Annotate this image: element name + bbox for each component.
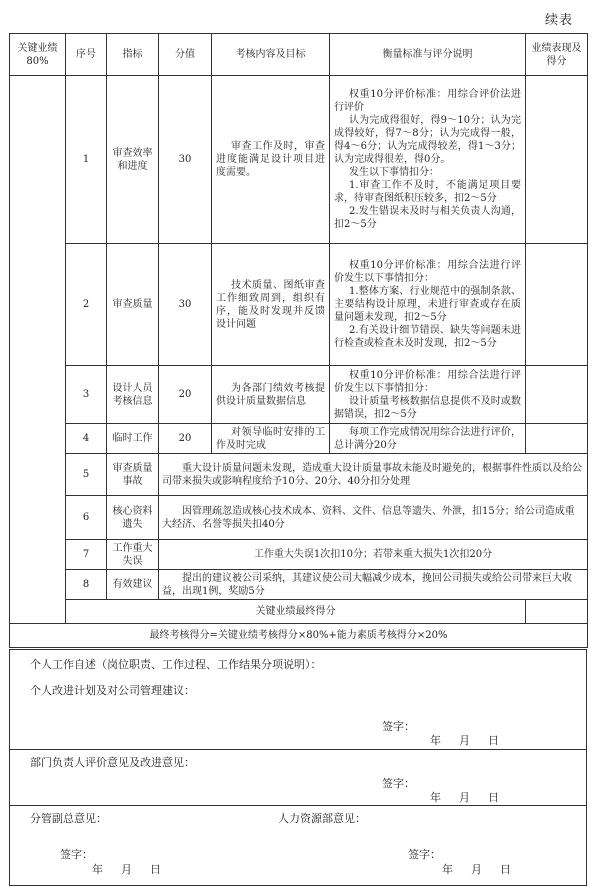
header-result: 业绩表现及得分: [526, 34, 588, 76]
sign-date[interactable]: 年 月 日: [430, 734, 499, 747]
self-summary-label: 个人工作自述（岗位职责、工作过程、工作结果分项说明）：: [30, 658, 322, 671]
row-score: 30: [159, 76, 212, 244]
final-formula-row: [10, 624, 588, 648]
row-seq: 4: [66, 424, 107, 454]
row-indicator: 设计人员考核信息: [107, 366, 159, 424]
row-objective: 技术质量、图纸审查工作细致周到，组织有序，能及时发现并反馈设计问题: [212, 244, 330, 366]
table-row: [10, 570, 588, 600]
performance-table: [9, 33, 588, 648]
key-column-cell: [10, 76, 66, 624]
row-criteria: 权重10分评价标准：用综合法进行评价发生以下事情扣分： 设计质量考核数据信息提供不及时或数据错误，扣2～5分: [330, 366, 526, 424]
sign-label: 签字：: [408, 848, 441, 861]
row-criteria: 每项工作完成情况用综合法进行评价，总计满分20分: [330, 424, 526, 454]
row-score: 20: [159, 424, 212, 454]
table-row: [10, 496, 588, 540]
row-seq: 2: [66, 244, 107, 366]
row-score: 20: [159, 366, 212, 424]
row-seq: 5: [66, 454, 107, 496]
sign-label: 签字：: [382, 777, 415, 790]
table-row: [10, 366, 588, 424]
sign-label: 签字：: [60, 848, 93, 861]
table-row: [10, 424, 588, 454]
row-indicator: 核心资料遗失: [107, 496, 159, 540]
hr-opinion-label: 人力资源部意见：: [278, 812, 366, 825]
row-objective: 对领导临时安排的工作及时完成: [212, 424, 330, 454]
header-key: 关键业绩80%: [10, 34, 66, 76]
final-key-row: [10, 600, 588, 624]
row-description: 提出的建议被公司采纳，其建议使公司大幅减少成本，挽回公司损失或给公司带来巨大收益，出现1例，奖励5分: [159, 570, 588, 600]
row-objective: 为各部门绩效考核提供设计质量数据信息: [212, 366, 330, 424]
row-seq: 1: [66, 76, 107, 244]
table-row: [10, 454, 588, 496]
table-row: [10, 76, 588, 244]
row-seq: 7: [66, 540, 107, 570]
sign-label: 签字：: [382, 720, 415, 733]
row-result-cell[interactable]: [526, 244, 588, 366]
dept-opinion-label: 部门负责人评价意见及改进意见：: [30, 756, 195, 769]
row-description: 因管理疏忽造成核心技术成本、资料、文件、信息等遗失、外泄，扣15分；给公司造成重大经济、名誉等损失扣40分: [159, 496, 588, 540]
row-indicator: 审查效率和进度: [107, 76, 159, 244]
row-result-cell[interactable]: [526, 366, 588, 424]
row-result-cell[interactable]: [526, 424, 588, 454]
divider: [10, 749, 586, 750]
sign-date[interactable]: 年 月 日: [442, 863, 511, 876]
sign-date[interactable]: 年 月 日: [430, 791, 499, 804]
row-criteria: 权重10分评价标准：用综合法进行评价发生以下事情扣分： 1.整体方案、行业规范中的强制条款、主要结构设计原理，未进行审查或存在质量问题未发现，扣2～5分 2.有关设计细节错误、缺失等问题未进行检查或检查未及时发现，扣2～5分: [330, 244, 526, 366]
sign-date[interactable]: 年 月 日: [92, 863, 161, 876]
header-objective: 考核内容及目标: [212, 34, 330, 76]
vp-opinion-label: 分管副总意见：: [30, 812, 107, 825]
row-seq: 8: [66, 570, 107, 600]
header-score: 分值: [159, 34, 212, 76]
final-key-label: 关键业绩最终得分: [66, 600, 526, 624]
row-result-cell[interactable]: [526, 76, 588, 244]
final-formula: 最终考核得分=关键业绩考核得分×80%+能力素质考核得分×20%: [10, 624, 588, 648]
table-row: [10, 244, 588, 366]
table-row: [10, 540, 588, 570]
assessment-comments: [9, 649, 587, 886]
row-criteria: 权重10分评价标准：用综合评价法进行评价 认为完成得很好，得9～10分；认为完成得较好，得7～8分；认为完成得一般，得4～6分；认为完成得较差，得1～3分；认为完成得很差，得0分。 发生以下事情扣分： 1.审查工作不及时，不能满足项目要求，待审查图纸积压较多，扣2～5分 2.发生错误未及时与相关负责人沟通，扣2～5分: [330, 76, 526, 244]
row-objective: 审查工作及时，审查进度能满足设计项目进度需要。: [212, 76, 330, 244]
row-indicator: 有效建议: [107, 570, 159, 600]
divider: [10, 805, 586, 806]
header-criteria: 衡量标准与评分说明: [330, 34, 526, 76]
row-description: 重大设计质量问题未发现，造成重大设计质量事故未能及时避免的，根据事件性质以及给公司带来损失或影响程度给予10分、20分、40分扣分处理: [159, 454, 588, 496]
row-seq: 3: [66, 366, 107, 424]
final-key-score-cell[interactable]: [526, 600, 588, 624]
header-indicator: 指标: [107, 34, 159, 76]
header-seq: 序号: [66, 34, 107, 76]
self-plan-label: 个人改进计划及对公司管理建议：: [30, 684, 195, 697]
row-indicator: 工作重大失误: [107, 540, 159, 570]
continued-label: 续表: [544, 13, 573, 28]
row-indicator: 审查质量事故: [107, 454, 159, 496]
row-indicator: 临时工作: [107, 424, 159, 454]
row-indicator: 审查质量: [107, 244, 159, 366]
row-description: 工作重大失误1次扣10分；若带来重大损失1次扣20分: [159, 540, 588, 570]
table-header: [10, 34, 588, 76]
row-score: 30: [159, 244, 212, 366]
row-seq: 6: [66, 496, 107, 540]
